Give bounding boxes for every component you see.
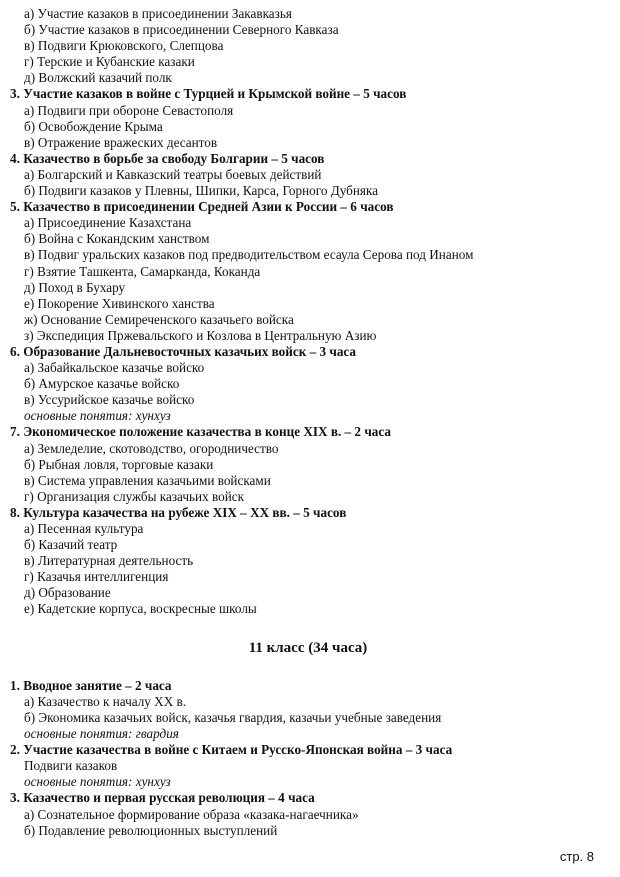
topic-heading: 7. Экономическое положение казачества в конце XIX в. – 2 часа <box>10 424 391 440</box>
topic-item: в) Литературная деятельность <box>24 553 194 569</box>
topic-heading: 4. Казачество в борьбе за свободу Болгарии – 5 часов <box>10 150 325 166</box>
topic-item: в) Отражение вражеских десантов <box>24 134 218 150</box>
topic-item: б) Амурское казачье войско <box>24 376 180 392</box>
topic-item: а) Забайкальское казачье войско <box>24 360 205 376</box>
topic-item: г) Казачья интеллигенция <box>24 569 169 585</box>
topic-item: д) Волжский казачий полк <box>24 70 172 86</box>
topic-item: б) Война с Кокандским ханством <box>24 231 210 247</box>
section-title: 11 класс (34 часа) <box>248 639 368 656</box>
topic-item: г) Терские и Кубанские казаки <box>24 54 195 70</box>
topic-item: д) Поход в Бухару <box>24 279 126 295</box>
topic-item: г) Взятие Ташкента, Самарканда, Коканда <box>24 263 261 279</box>
topic-item: з) Экспедиция Пржевальского и Козлова в Центральную Азию <box>24 327 377 343</box>
topic-item: ж) Основание Семиреченского казачьего войска <box>24 311 294 327</box>
topic-item: в) Подвиги Крюковского, Слепцова <box>24 38 224 54</box>
topic-item: а) Казачество к началу XX в. <box>24 693 187 709</box>
topic-item: б) Казачий театр <box>24 537 118 553</box>
topic-item: а) Сознательное формирование образа «казака-нагаечника» <box>24 806 359 822</box>
topic-heading: 1. Вводное занятие – 2 часа <box>10 677 172 693</box>
syllabus-10-continued <box>8 6 608 618</box>
topic-item: б) Рыбная ловля, торговые казаки <box>24 456 214 472</box>
topic-item: б) Подвиги казаков у Плевны, Шипки, Карса, Горного Дубняка <box>24 183 379 199</box>
spacer <box>8 662 608 678</box>
key-concepts-note: основные понятия: хунхуз <box>24 408 171 424</box>
topic-item: г) Организация службы казачьих войск <box>24 488 245 504</box>
topic-item: в) Уссурийское казачье войско <box>24 392 195 408</box>
topic-item: а) Болгарский и Кавказский театры боевых действий <box>24 166 322 182</box>
topic-heading: 3. Казачество и первая русская революция – 4 часа <box>10 790 315 806</box>
topic-item: б) Подавление революционных выступлений <box>24 822 278 838</box>
topic-heading: 2. Участие казачества в войне с Китаем и Русско-Японская война – 3 часа <box>10 742 453 758</box>
topic-item: Подвиги казаков <box>24 758 118 774</box>
topic-heading: 6. Образование Дальневосточных казачьих войск – 3 часа <box>10 343 357 359</box>
topic-item: е) Кадетские корпуса, воскресные школы <box>24 601 257 617</box>
topic-item: в) Подвиг уральских казаков под предводительством есаула Серова под Инаном <box>24 247 474 263</box>
topic-heading: 8. Культура казачества на рубеже XIX – XX вв. – 5 часов <box>10 504 347 520</box>
topic-item: а) Подвиги при обороне Севастополя <box>24 102 234 118</box>
topic-item: а) Земледелие, скотоводство, огородничество <box>24 440 279 456</box>
topic-heading: 3. Участие казаков в войне с Турцией и Крымской войне – 5 часов <box>10 86 407 102</box>
page-number: стр. 8 <box>559 849 594 864</box>
topic-heading: 5. Казачество в присоединении Средней Азии к России – 6 часов <box>10 199 394 215</box>
topic-item: б) Участие казаков в присоединении Северного Кавказа <box>24 22 339 38</box>
spacer <box>8 618 608 634</box>
document-page <box>8 6 608 839</box>
topic-item: а) Присоединение Казахстана <box>24 215 192 231</box>
topic-item: а) Песенная культура <box>24 521 144 536</box>
topic-item: б) Экономика казачьих войск, казачья гвардия, казачьи учебные заведения <box>24 709 442 725</box>
topic-item: б) Освобождение Крыма <box>24 118 163 134</box>
topic-item: д) Образование <box>24 585 111 601</box>
syllabus-11 <box>8 678 608 839</box>
topic-item: е) Покорение Хивинского ханства <box>24 295 215 311</box>
key-concepts-note: основные понятия: гвардия <box>24 726 179 742</box>
key-concepts-note: основные понятия: хунхуз <box>24 774 171 790</box>
topic-item: а) Участие казаков в присоединении Закавказья <box>24 6 292 21</box>
topic-item: в) Система управления казачьими войсками <box>24 472 271 488</box>
